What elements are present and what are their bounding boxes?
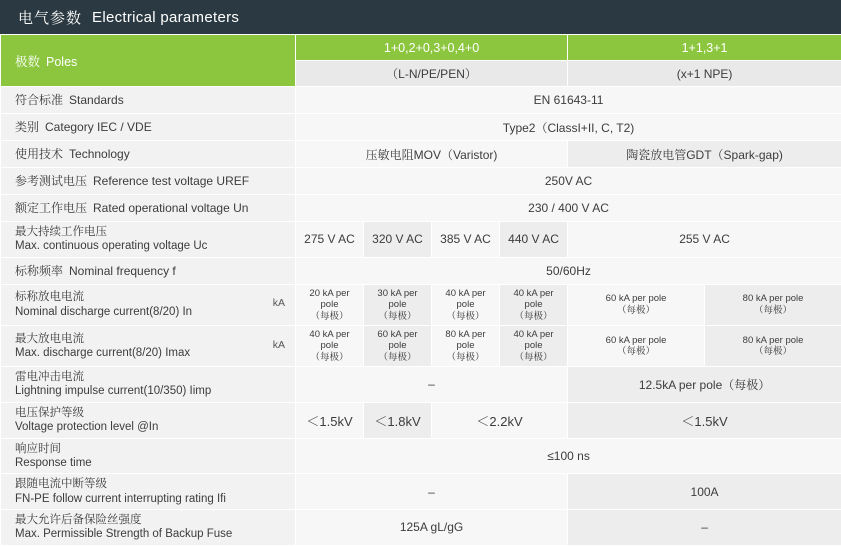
row-label bbox=[1, 367, 296, 403]
table-row bbox=[1, 257, 841, 284]
value-cell: 30 kA per pole （每极） bbox=[364, 284, 432, 325]
poles-label-cn: 极数 bbox=[15, 55, 40, 69]
value-cell: EN 61643-11 bbox=[296, 87, 841, 114]
row-label bbox=[1, 257, 296, 284]
row-label bbox=[1, 284, 296, 325]
header-group-1-sub: （L-N/PE/PEN） bbox=[296, 61, 568, 87]
table-row bbox=[1, 510, 841, 546]
title-bar bbox=[0, 0, 841, 34]
row-label-cn: 类别 bbox=[15, 120, 39, 134]
row-label-en: Nominal frequency f bbox=[69, 264, 176, 278]
header-row-groups bbox=[1, 35, 841, 61]
value-cell: Type2（ClassI+II, C, T2) bbox=[296, 114, 841, 141]
row-label-cn: 额定工作电压 bbox=[15, 201, 87, 215]
row-label bbox=[1, 438, 296, 474]
row-label-en: Max. continuous operating voltage Uc bbox=[15, 239, 289, 253]
row-label-en: Rated operational voltage Un bbox=[93, 201, 248, 215]
value-cell: ＜1.5kV bbox=[568, 402, 841, 438]
row-label bbox=[1, 474, 296, 510]
table-row bbox=[1, 438, 841, 474]
table-row bbox=[1, 141, 841, 168]
value-cell: 50/60Hz bbox=[296, 257, 841, 284]
row-label-cn: 最大允许后备保险丝强度 bbox=[15, 513, 289, 527]
value-cell: 100A bbox=[568, 474, 841, 510]
title-chinese: 电气参数 bbox=[18, 7, 82, 28]
row-label-cn: 跟随电流中断等级 bbox=[15, 477, 289, 491]
row-label-cn: 参考测试电压 bbox=[15, 174, 87, 188]
value-cell: ＜1.8kV bbox=[364, 402, 432, 438]
row-label-cn: 最大持续工作电压 bbox=[15, 225, 289, 239]
electrical-parameters-table bbox=[0, 34, 841, 546]
value-cell: 40 kA per pole （每极） bbox=[500, 284, 568, 325]
value-cell: 40 kA per pole （每极） bbox=[500, 325, 568, 366]
value-cell: 80 kA per pole （每极） bbox=[432, 325, 500, 366]
value-cell: 250V AC bbox=[296, 168, 841, 195]
row-label-en: Max. discharge current(8/20) Imax bbox=[15, 346, 289, 360]
table-row bbox=[1, 114, 841, 141]
table-row bbox=[1, 168, 841, 195]
row-label bbox=[1, 87, 296, 114]
row-label bbox=[1, 510, 296, 546]
title-english: Electrical parameters bbox=[92, 9, 239, 26]
row-label-cn: 符合标准 bbox=[15, 93, 63, 107]
poles-label-cell bbox=[1, 35, 296, 87]
value-cell: 60 kA per pole （每极） bbox=[568, 284, 705, 325]
row-label-en: Category IEC / VDE bbox=[45, 120, 152, 134]
table-row bbox=[1, 87, 841, 114]
row-label bbox=[1, 195, 296, 222]
row-label-cn: 标称频率 bbox=[15, 264, 63, 278]
header-group-2-sub: (x+1 NPE) bbox=[568, 61, 841, 87]
value-cell: 压敏电阻MOV（Varistor) bbox=[296, 141, 568, 168]
row-label bbox=[1, 168, 296, 195]
value-cell: 60 kA per pole （每极） bbox=[568, 325, 705, 366]
value-cell: 40 kA per pole （每极） bbox=[432, 284, 500, 325]
value-cell: 440 V AC bbox=[500, 222, 568, 258]
value-cell: 385 V AC bbox=[432, 222, 500, 258]
value-cell: 60 kA per pole （每极） bbox=[364, 325, 432, 366]
row-label-en: Reference test voltage UREF bbox=[93, 174, 249, 188]
table-row bbox=[1, 195, 841, 222]
row-label-cn: 响应时间 bbox=[15, 442, 289, 456]
row-label-cn: 电压保护等级 bbox=[15, 406, 289, 420]
row-label-cn: 使用技术 bbox=[15, 147, 63, 161]
value-cell: 80 kA per pole （每极） bbox=[705, 284, 841, 325]
table-row bbox=[1, 367, 841, 403]
value-cell: ＜1.5kV bbox=[296, 402, 364, 438]
value-cell: 125A gL/gG bbox=[296, 510, 568, 546]
row-label-en: Nominal discharge current(8/20) In bbox=[15, 305, 289, 319]
value-cell: – bbox=[296, 474, 568, 510]
value-cell: 230 / 400 V AC bbox=[296, 195, 841, 222]
row-label-cn: 标称放电电流 bbox=[15, 290, 289, 304]
value-cell: 80 kA per pole （每极） bbox=[705, 325, 841, 366]
value-cell: ≤100 ns bbox=[296, 438, 841, 474]
table-row bbox=[1, 474, 841, 510]
header-group-1: 1+0,2+0,3+0,4+0 bbox=[296, 35, 568, 61]
value-cell: ＜2.2kV bbox=[432, 402, 568, 438]
row-label-en: Technology bbox=[69, 147, 130, 161]
row-label-en: Voltage protection level @In bbox=[15, 420, 289, 434]
table-row bbox=[1, 284, 841, 325]
table-row bbox=[1, 325, 841, 366]
value-cell: 20 kA per pole （每极） bbox=[296, 284, 364, 325]
table-row bbox=[1, 222, 841, 258]
value-cell: 陶瓷放电管GDT（Spark-gap) bbox=[568, 141, 841, 168]
row-label bbox=[1, 325, 296, 366]
table-row bbox=[1, 402, 841, 438]
row-label-en: FN-PE follow current interrupting rating Ifi bbox=[15, 492, 289, 506]
value-cell: 320 V AC bbox=[364, 222, 432, 258]
value-cell: 255 V AC bbox=[568, 222, 841, 258]
value-cell: 12.5kA per pole（每极） bbox=[568, 367, 841, 403]
value-cell: 275 V AC bbox=[296, 222, 364, 258]
value-cell: – bbox=[568, 510, 841, 546]
value-cell: – bbox=[296, 367, 568, 403]
row-label bbox=[1, 402, 296, 438]
row-label bbox=[1, 222, 296, 258]
row-unit: kA bbox=[273, 290, 289, 310]
row-label-cn: 最大放电电流 bbox=[15, 332, 289, 346]
row-unit: kA bbox=[273, 332, 289, 352]
header-group-2: 1+1,3+1 bbox=[568, 35, 841, 61]
poles-label-en: Poles bbox=[46, 55, 77, 69]
table-body bbox=[1, 35, 841, 546]
row-label-en: Standards bbox=[69, 93, 124, 107]
value-cell: 40 kA per pole （每极） bbox=[296, 325, 364, 366]
row-label bbox=[1, 141, 296, 168]
row-label bbox=[1, 114, 296, 141]
row-label-en: Response time bbox=[15, 456, 289, 470]
row-label-en: Lightning impulse current(10/350) Iimp bbox=[15, 384, 289, 398]
row-label-cn: 雷电冲击电流 bbox=[15, 370, 289, 384]
row-label-en: Max. Permissible Strength of Backup Fuse bbox=[15, 527, 289, 541]
